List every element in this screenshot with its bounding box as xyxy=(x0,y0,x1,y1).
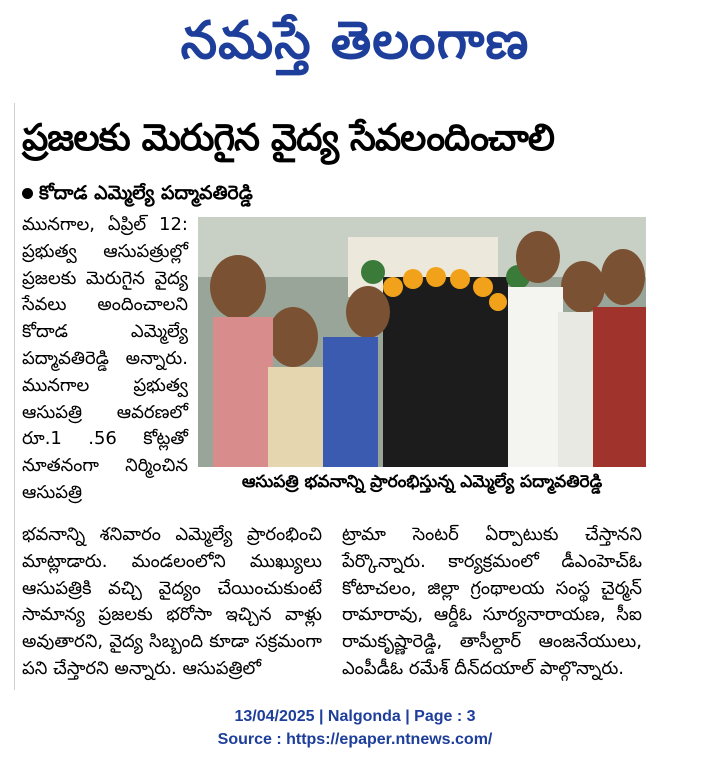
headline: ప్రజలకు మెరుగైన వైద్య సేవలందించాలి xyxy=(22,116,554,159)
subhead xyxy=(22,180,253,206)
masthead: నమస్తే తెలంగాణ xyxy=(180,10,530,71)
clipping-border xyxy=(14,103,15,690)
photo-caption: ఆసుపత్రి భవనాన్ని ప్రారంభిస్తున్న ఎమ్మెల్యే పద్మావతిరెడ్డి xyxy=(241,472,603,492)
article-column-bottom-right: ట్రామా సెంటర్ ఏర్పాటుకు చేస్తానని పేర్కొన్నారు. కార్యక్రమంలో డీఎంహెచ్ఓ కోటాచలం, జిల్లా గ్రంథాలయ సంస్థ చైర్మన్ రామారావు, ఆర్డీఓ సూర్యనారాయణ, సీఐ రామకృష్ణారెడ్డి, తాసీల్దార్ ఆంజనేయులు, ఎంపీడీఓ రమేశ్ దీన్‌దయాల్ పాల్గొన్నారు. xyxy=(342,524,642,679)
article-column-bottom-left: భవనాన్ని శనివారం ఎమ్మెల్యే ప్రారంభించి మాట్లాడారు. మండలంలోని ముఖ్యులు ఆసుపత్రికి వచ్చి వైద్యం చేయించుకుంటే సామాన్య ప్రజలకు భరోసా ఇచ్చిన వాళ్లు అవుతారని, వైద్య సిబ్బంది కూడా సక్రమంగా పని చేస్తారని అన్నారు. ఆసుపత్రిలో xyxy=(22,524,322,679)
edition-info: 13/04/2025 | Nalgonda | Page : 3 xyxy=(234,708,476,725)
source-link[interactable]: Source : https://epaper.ntnews.com/ xyxy=(217,731,493,748)
subhead-text: కోదాడ ఎమ్మెల్యే పద్మావతిరెడ్డి xyxy=(39,182,253,204)
bullet-icon xyxy=(22,188,33,199)
article-photo xyxy=(198,217,646,467)
inauguration-photo-illustration xyxy=(198,217,646,467)
article-column-left: మునగాల, ఏప్రిల్ 12: ప్రభుత్వ ఆసుపత్రుల్లో ప్రజలకు మెరుగైన వైద్య సేవలు అందించాలని కోదాడ ఎమ్మెల్యే పద్మావతిరెడ్డి అన్నారు. మునగాల ప్రభుత్వ ఆసుపత్రి ఆవరణలో రూ.1 .56 కోట్లతో నూతనంగా నిర్మించిన ఆసుపత్రి xyxy=(22,214,188,503)
